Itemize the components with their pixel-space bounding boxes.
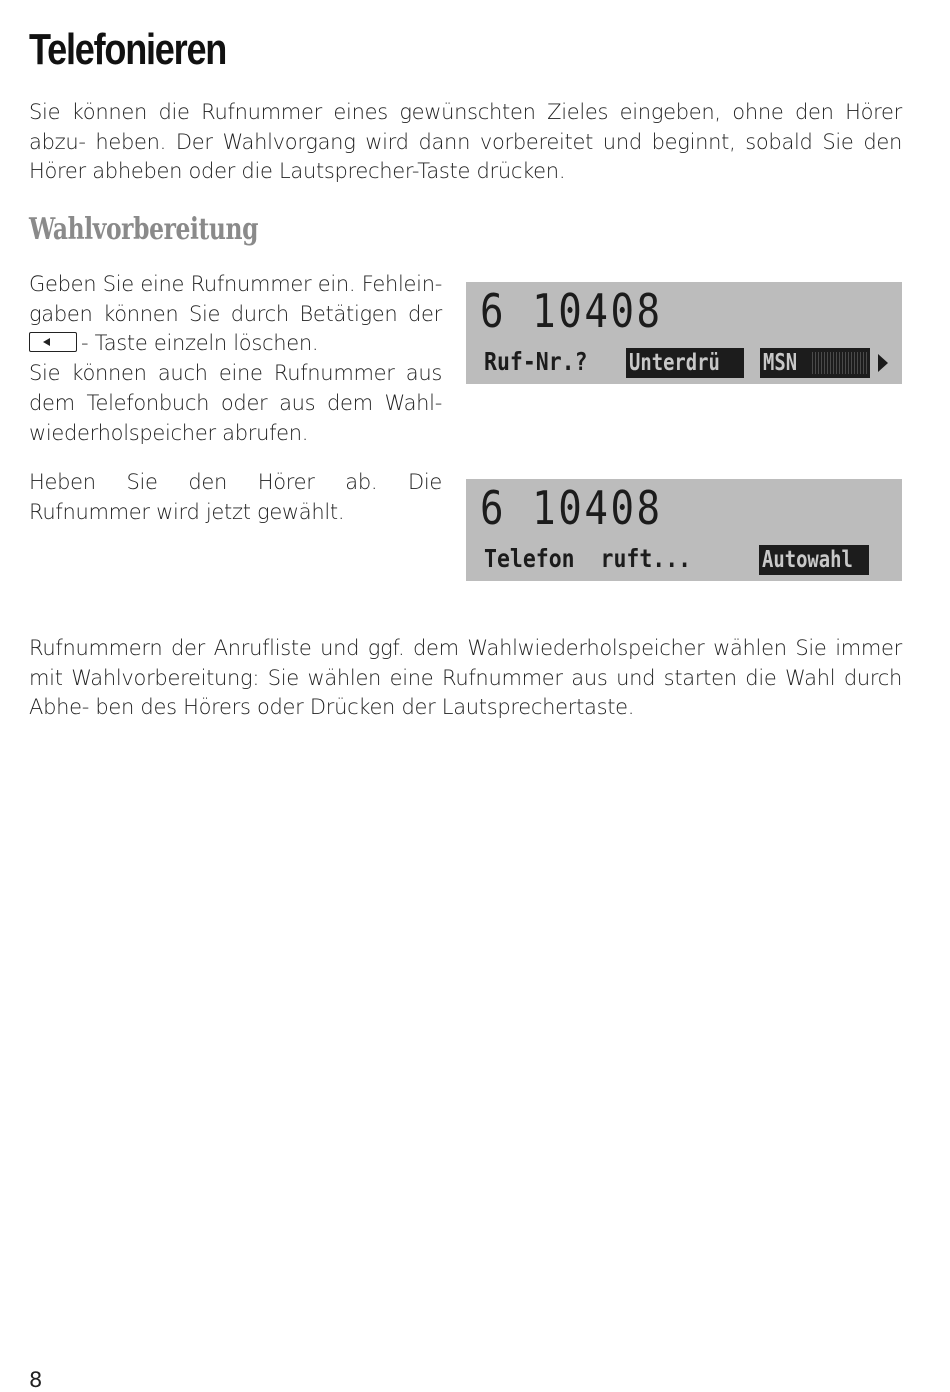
page-number: 8 <box>29 1368 43 1392</box>
intro-paragraph: Sie können die Rufnummer eines gewünschten Zieles eingeben, ohne den Hörer abzu- heben. Der Wahlvorgang wird dann vorbereitet und beginnt, sobald Sie den Hörer abheben oder die Lautsprecher-Taste drücken. <box>29 100 902 184</box>
step-lift-handset: Heben Sie den Hörer ab. Die Rufnummer wird jetzt gewählt. <box>29 470 442 524</box>
softkey-msn-label: MSN <box>763 350 798 376</box>
lcd-dialed-number-2: 6 10408 <box>480 481 663 535</box>
step-phonebook-text: Sie können auch eine Rufnummer aus dem Telefonbuch oder aus dem Wahl- wiederholspeicher abrufen. <box>29 361 442 445</box>
softkey-unterdru-label: Unterdrü <box>629 350 720 376</box>
softkey-msn[interactable] <box>760 348 870 378</box>
step-enter-number-text: Geben Sie eine Rufnummer ein. Fehlein- gaben können Sie durch Betätigen der <box>29 272 442 326</box>
backspace-key-icon <box>29 332 77 352</box>
softkey-unterdru[interactable] <box>626 348 744 378</box>
lcd-dialed-number: 6 10408 <box>480 284 663 338</box>
lcd-display-dial-prep <box>466 282 902 384</box>
lcd-display-dialing <box>466 479 902 581</box>
note-paragraph: Rufnummern der Anrufliste und ggf. dem Wahlwiederholspeicher wählen Sie immer mit Wahlvorbereitung: Sie wählen eine Rufnummer aus und starten die Wahl durch Abhe- ben des Hörers oder Drücken der Lautsprechertaste. <box>29 636 902 720</box>
step-delete-text: - Taste einzeln löschen. <box>81 331 319 356</box>
lcd-prompt: Ruf-Nr.? <box>484 347 588 376</box>
triangle-right-icon <box>878 354 888 372</box>
softkey-msn-fill <box>810 352 868 374</box>
page-title: Telefonieren <box>29 25 227 74</box>
softkey-autowahl-label: Autowahl <box>762 547 853 573</box>
lcd-status: Telefon ruft... <box>484 544 692 573</box>
softkey-autowahl[interactable] <box>759 545 869 575</box>
step-enter-number <box>29 270 442 448</box>
section-title: Wahlvorbereitung <box>29 212 259 247</box>
